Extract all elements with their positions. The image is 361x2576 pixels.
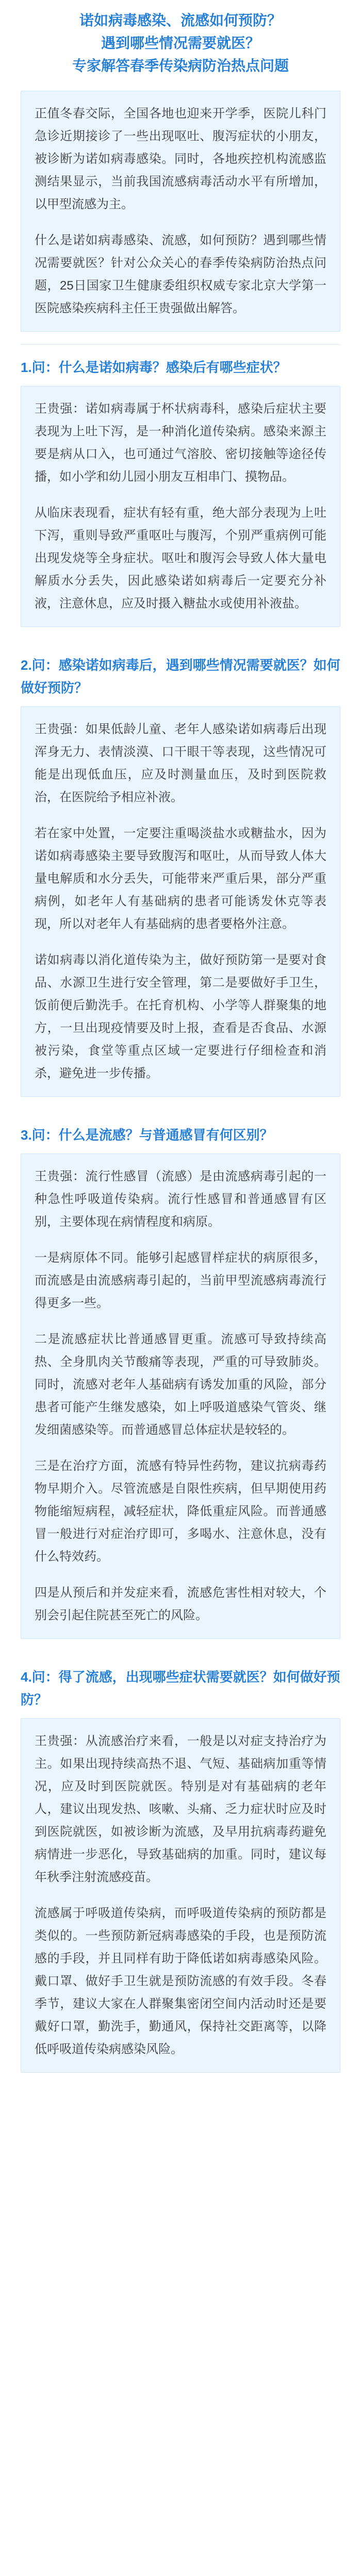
answer-4-box [21,1718,340,2073]
answer-3-paragraph-1: 王贵强：流行性感冒（流感）是由流感病毒引起的一种急性呼吸道传染病。流行性感冒和普通感冒有区别，主要体现在病情程度和病原。 [35,1170,326,1229]
answer-2-box [21,706,340,1097]
answer-4-paragraph-1: 王贵强：从流感治疗来看，一般是以对症支持治疗为主。如果出现持续高热不退、气短、基础病加重等情况，应及时到医院就医。特别是对有基础病的老年人，建议出现发热、咳嗽、头痛、乏力症状时应及时到医院就医，如被诊断为流感，及早用抗病毒药避免病情进一步恶化，导致基础病的加重。同时，建议每年秋季注射流感疫苗。 [35,1734,326,1884]
question-2: 2.问：感染诺如病毒后，遇到哪些情况需要就医？如何做好预防？ [21,657,340,696]
answer-1-box [21,386,340,627]
intro-box [21,91,340,332]
answer-3-box [21,1154,340,1639]
header-line-1: 诺如病毒感染、流感如何预防？ [79,12,282,28]
answer-3-paragraph-4: 三是在治疗方面，流感有特异性药物，建议抗病毒药物早期介入。尽管流感是自限性疾病，但早期使用药物能缩短病程，减轻症状，降低重症风险。而普通感冒一般进行对症治疗即可，多喝水、注意休息，没有什么特效药。 [35,1459,326,1564]
answer-3-paragraph-2: 一是病原体不同。能够引起感冒样症状的病原很多，而流感是由流感病毒引起的，当前甲型流感病毒流行得更多一些。 [35,1251,326,1310]
answer-3-paragraph-5: 四是从预后和并发症来看，流感危害性相对较大，个别会引起住院甚至死亡的风险。 [35,1586,326,1622]
intro-paragraph-2: 什么是诺如病毒感染、流感，如何预防？遇到哪些情况需要就医？针对公众关心的春季传染病防治热点问题，25日国家卫生健康委组织权威专家北京大学第一医院感染疾病科主任王贵强做出解答。 [35,233,326,315]
answer-3-paragraph-3: 二是流感症状比普通感冒更重。流感可导致持续高热、全身肌肉关节酸痛等表现，严重的可导致肺炎。同时，流感对老年人基础病有诱发加重的风险，部分患者可能产生继发感染，如上呼吸道感染气管炎、继发细菌感染等。而普通感冒总体症状是较轻的。 [35,1332,326,1437]
intro-paragraph-1: 正值冬春交际，全国各地也迎来开学季，医院儿科门急诊近期接诊了一些出现呕吐、腹泻症状的小朋友，被诊断为诺如病毒感染。同时，各地疾控机构流感监测结果显示，当前我国流感病毒活动水平有所增加，以甲型流感为主。 [35,107,326,211]
question-4: 4.问：得了流感，出现哪些症状需要就医？如何做好预防？ [21,1669,340,1707]
header-line-2: 遇到哪些情况需要就医？ [101,35,260,51]
answer-4-paragraph-2: 流感属于呼吸道传染病，而呼吸道传染病的预防都是类似的。一些预防新冠病毒感染的手段，也是预防流感的手段，并且同样有助于降低诺如病毒感染风险。戴口罩、做好手卫生就是预防流感的有效手段。冬春季节，建议大家在人群聚集密闭空间内活动时还是要戴好口罩，勤洗手，勤通风，保持社交距离等，以降低呼吸道传染病感染风险。 [35,1906,326,2056]
question-3: 3.问：什么是流感？与普通感冒有何区别？ [21,1127,273,1143]
answer-1-paragraph-1: 王贵强：诺如病毒属于杯状病毒科，感染后症状主要表现为上吐下泻，是一种消化道传染病。感染来源主要是病从口入，也可通过气溶胶、密切接触等途径传播，如小学和幼儿园小朋友互相串门、摸物品。 [35,402,326,484]
article-header [21,0,340,91]
answer-2-paragraph-3: 诺如病毒以消化道传染为主，做好预防第一是要对食品、水源卫生进行安全管理，第二是要做好手卫生，饭前便后勤洗手。在托育机构、小学等人群聚集的地方，一旦出现疫情要及时上报，查看是否食品、水源被污染，食堂等重点区域一定要进行仔细检查和消杀，避免进一步传播。 [35,953,326,1080]
answer-1-paragraph-2: 从临床表现看，症状有轻有重，绝大部分表现为上吐下泻，重则导致严重呕吐与腹泻，个别严重病例可能出现发烧等全身症状。呕吐和腹泻会导致人体大量电解质水分丢失，因此感染诺如病毒后一定要充分补液，注意休息，应及时摄入糖盐水或使用补液盐。 [35,506,326,611]
answer-2-paragraph-1: 王贵强：如果低龄儿童、老年人感染诺如病毒后出现浑身无力、表情淡漠、口干眼干等表现，这些情况可能是出现低血压，应及时测量血压，及时到医院救治，在医院给予相应补液。 [35,722,326,804]
answer-2-paragraph-2: 若在家中处置，一定要注重喝淡盐水或糖盐水，因为诺如病毒感染主要导致腹泻和呕吐，从而导致人体大量电解质和水分丢失，可能带来严重后果，部分严重病例，如老年人有基础病的患者可能诱发休克等表现，所以对老年人有基础病的患者要格外注意。 [35,826,326,931]
header-line-3: 专家解答春季传染病防治热点问题 [72,58,289,74]
question-1: 1.问：什么是诺如病毒？感染后有哪些症状？ [21,360,287,375]
